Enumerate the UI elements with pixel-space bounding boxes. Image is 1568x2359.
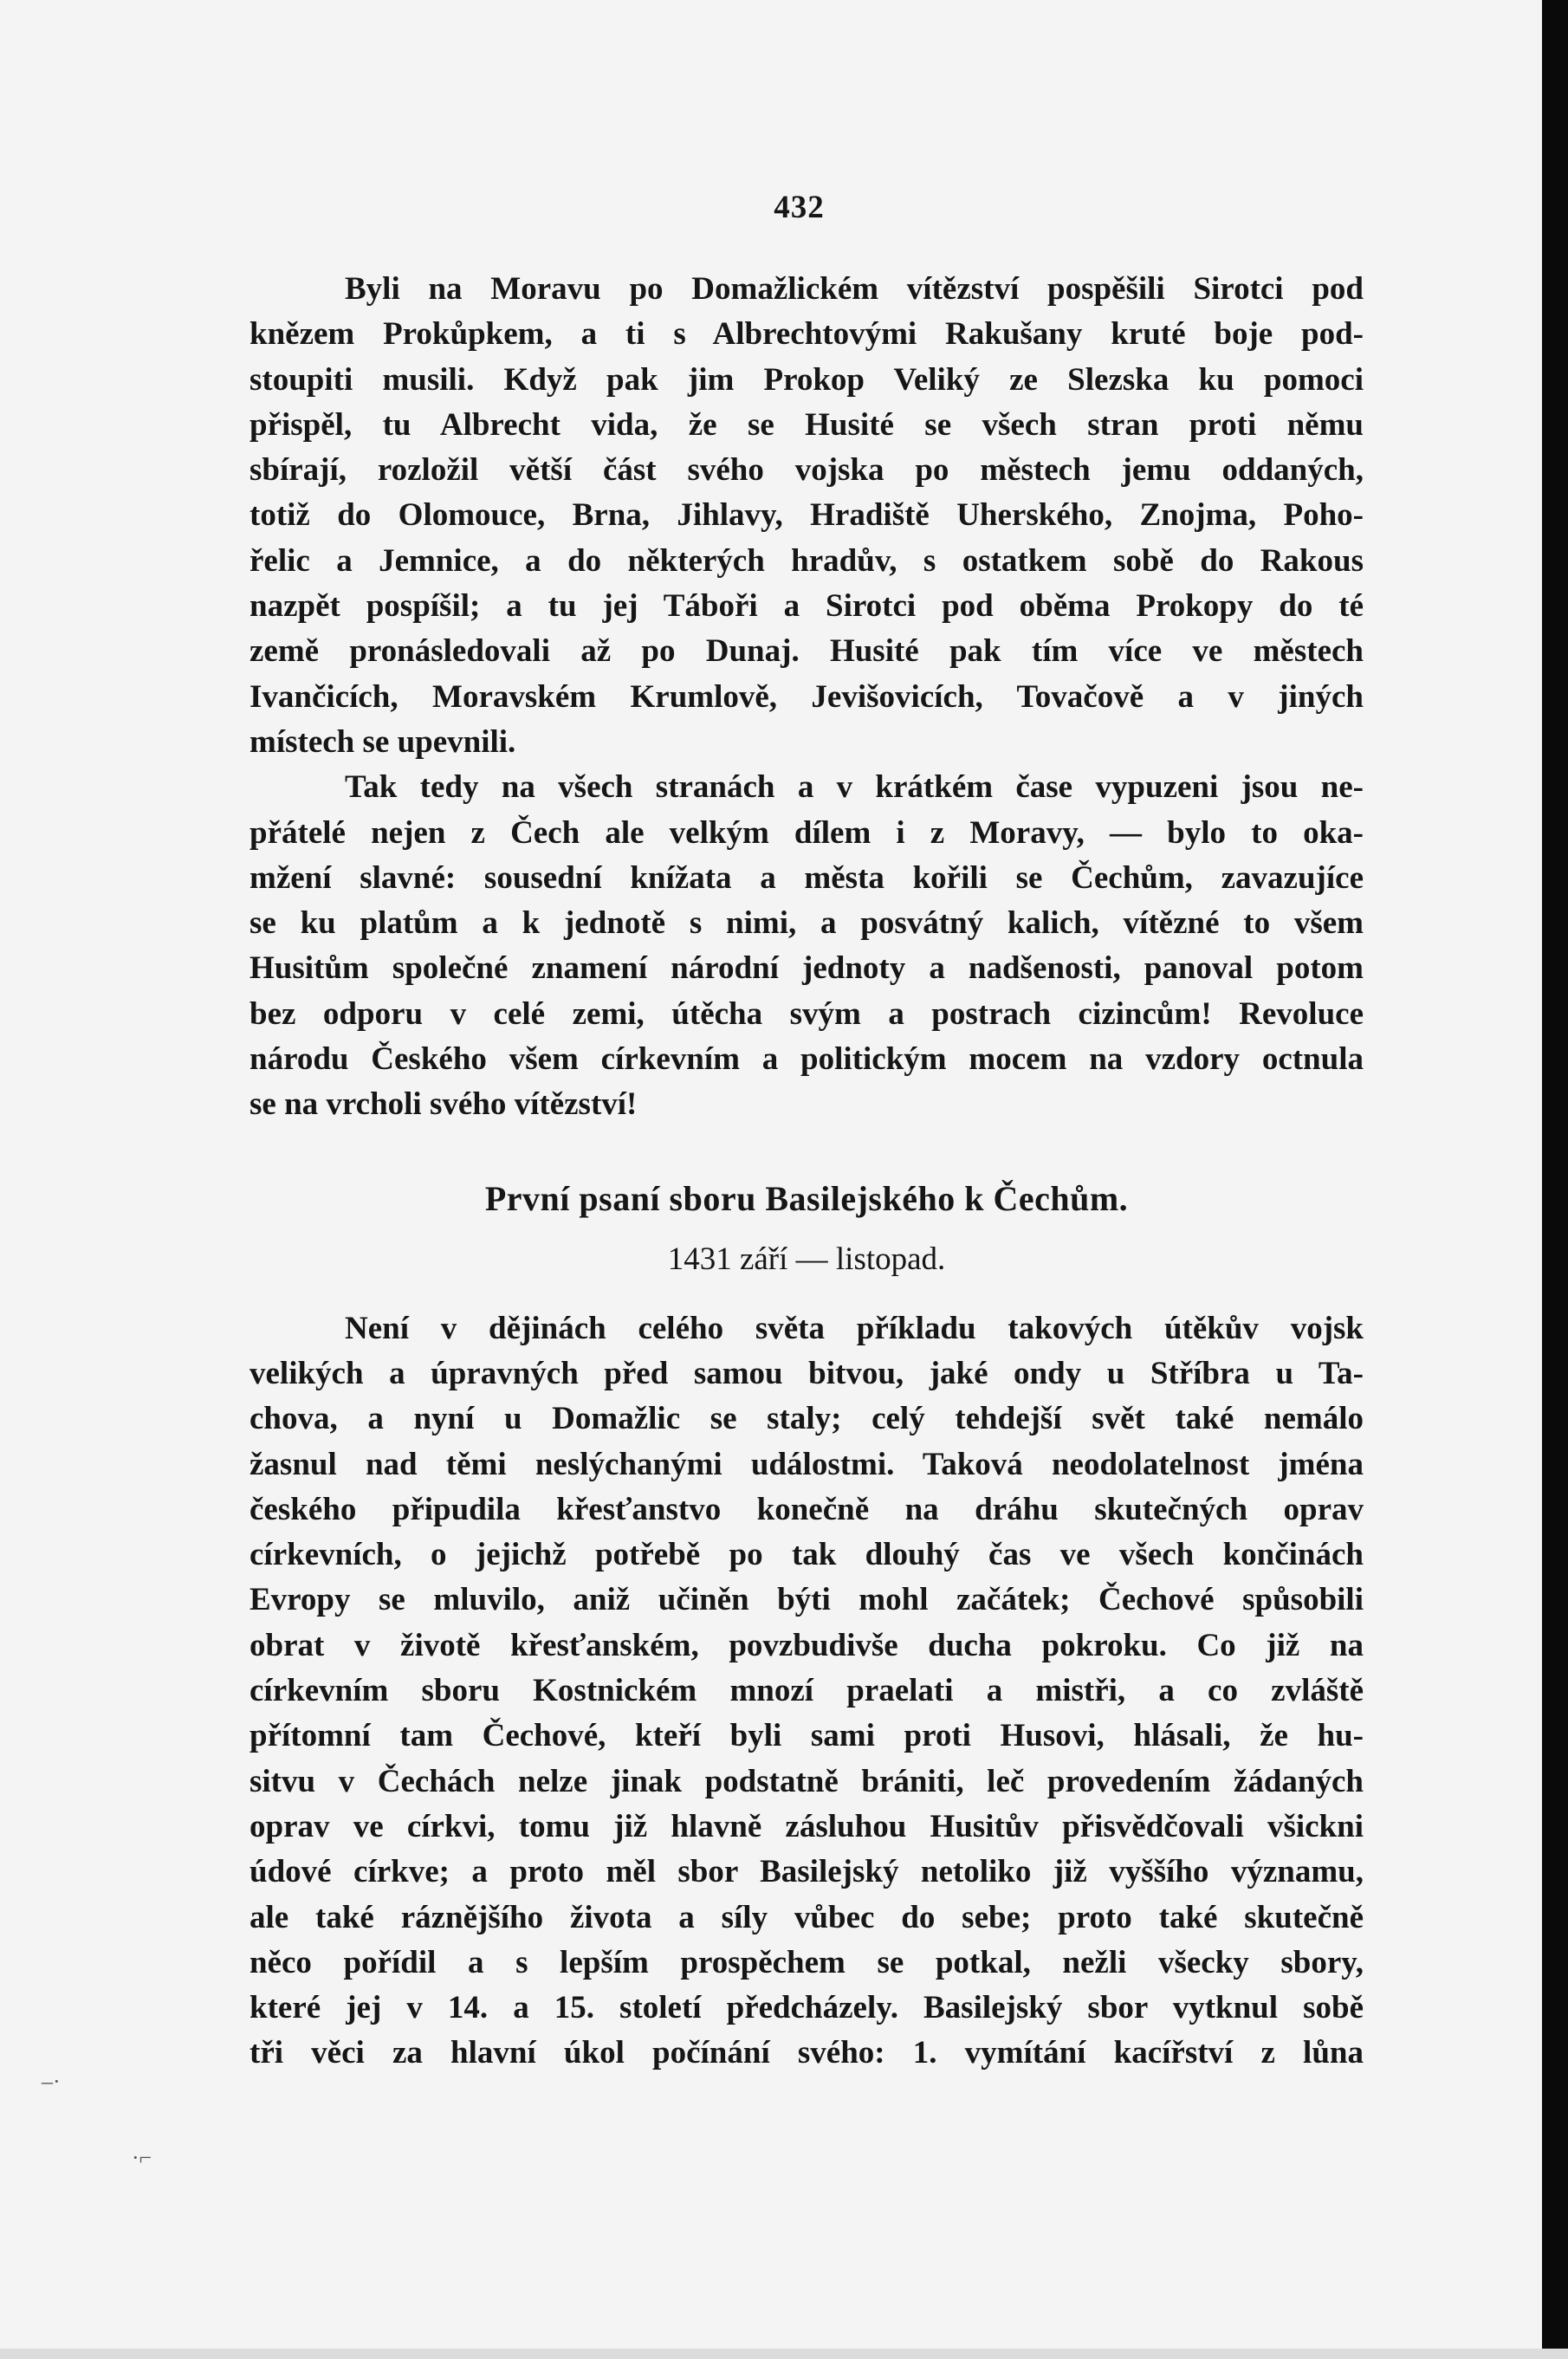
text-line: oprav ve církvi, tomu již hlavně zásluhou Husitův přisvědčovali všickni <box>249 1808 1364 1844</box>
page-number: 432 <box>774 190 825 225</box>
text-line: obrat v životě křesťanském, povzbudivše ducha pokroku. Co již na <box>249 1627 1364 1663</box>
text-line: sitvu v Čechách nelze jinak podstatně brániti, leč provedením žádaných <box>249 1763 1364 1799</box>
margin-mark-icon: –· <box>42 2069 61 2094</box>
text-line: stoupiti musili. Když pak jim Prokop Veliký ze Slezska ku pomoci <box>249 361 1364 398</box>
text-line: mžení slavné: sousední knížata a města kořili se Čechům, zavazujíce <box>249 859 1364 896</box>
page-edge-right <box>1542 0 1568 2359</box>
text-line: velikých a úpravných před samou bitvou, jaké ondy u Stříbra u Ta- <box>249 1355 1364 1391</box>
section-date: 1431 září — listopad. <box>667 1241 946 1277</box>
text-line: přispěl, tu Albrecht vida, že se Husité se všech stran proti němu <box>249 406 1364 443</box>
text-line: tři věci za hlavní úkol počínání svého: 1. vymítání kacířství z lůna <box>249 2035 1364 2071</box>
text-line: Byli na Moravu po Domažlickém vítězství pospěšili Sirotci pod <box>345 271 1364 307</box>
text-line: údové církve; a proto měl sbor Basilejský netoliko již vyššího významu, <box>249 1854 1364 1890</box>
text-line: bez odporu v celé zemi, útěcha svým a postrach cizincům! Revoluce <box>249 995 1364 1032</box>
text-line: přátelé nejen z Čech ale velkým dílem i z Moravy, — bylo to oka- <box>249 814 1364 851</box>
text-line: chova, a nyní u Domažlic se staly; celý tehdejší svět také nemálo <box>249 1401 1364 1437</box>
paragraph-2 <box>249 765 1364 1127</box>
paragraph-1 <box>249 267 1364 765</box>
text-line: Husitům společné znamení národní jednoty a nadšenosti, panoval potom <box>249 950 1364 987</box>
text-line: národu Českého všem církevním a politickým mocem na vzdory octnula <box>249 1041 1364 1078</box>
text-line: se na vrcholi svého vítězství! <box>249 1086 638 1123</box>
text-line: sbírají, rozložil větší část svého vojska po městech jemu oddaných, <box>249 452 1364 489</box>
text-line: českého připudila křesťanstvo konečně na dráhu skutečných oprav <box>249 1491 1364 1527</box>
text-line: které jej v 14. a 15. století předcházely. Basilejský sbor vytknul sobě <box>249 1990 1364 2026</box>
paragraph-3 <box>249 1306 1364 2077</box>
text-line: církevních, o jejichž potřebě po tak dlouhý čas ve všech končinách <box>249 1537 1364 1573</box>
text-line: země pronásledovali až po Dunaj. Husité pak tím více ve městech <box>249 633 1364 670</box>
text-line: Tak tedy na všech stranách a v krátkém čase vypuzeni jsou ne- <box>345 769 1364 806</box>
text-line: místech se upevnili. <box>249 723 516 760</box>
text-line: ale také ráznějšího života a síly vůbec do sebe; proto také skutečně <box>249 1899 1364 1935</box>
text-line: něco pořídil a s lepším prospěchem se potkal, nežli všecky sbory, <box>249 1944 1364 1980</box>
text-line: Evropy se mluvilo, aniž učiněn býti mohl začátek; Čechové spůsobili <box>249 1582 1364 1618</box>
page-edge-bottom <box>0 2349 1568 2359</box>
text-line: přítomní tam Čechové, kteří byli sami proti Husovi, hlásali, že hu- <box>249 1718 1364 1754</box>
section-title: První psaní sboru Basilejského k Čechům. <box>484 1178 1129 1218</box>
text-line: knězem Prokůpkem, a ti s Albrechtovými Rakušany kruté boje pod- <box>249 316 1364 353</box>
text-line: církevním sboru Kostnickém mnozí praelati a mistři, a co zvláště <box>249 1673 1364 1709</box>
text-column <box>249 267 1364 2077</box>
text-line: Není v dějinách celého světa příkladu takových útěkův vojsk <box>345 1310 1364 1346</box>
margin-mark-icon: ·⌐ <box>132 2145 152 2170</box>
text-line: řelic a Jemnice, a do některých hradův, s ostatkem sobě do Rakous <box>249 542 1364 579</box>
text-line: totiž do Olomouce, Brna, Jihlavy, Hradiště Uherského, Znojma, Poho- <box>249 497 1364 534</box>
text-line: nazpět pospíšil; a tu jej Táboři a Sirotci pod oběma Prokopy do té <box>249 588 1364 625</box>
text-line: žasnul nad těmi neslýchanými událostmi. Taková neodolatelnost jména <box>249 1446 1364 1482</box>
text-line: se ku platům a k jednotě s nimi, a posvátný kalich, vítězné to všem <box>249 905 1364 942</box>
text-line: Ivančicích, Moravském Krumlově, Jevišovicích, Tovačově a v jiných <box>249 678 1364 715</box>
